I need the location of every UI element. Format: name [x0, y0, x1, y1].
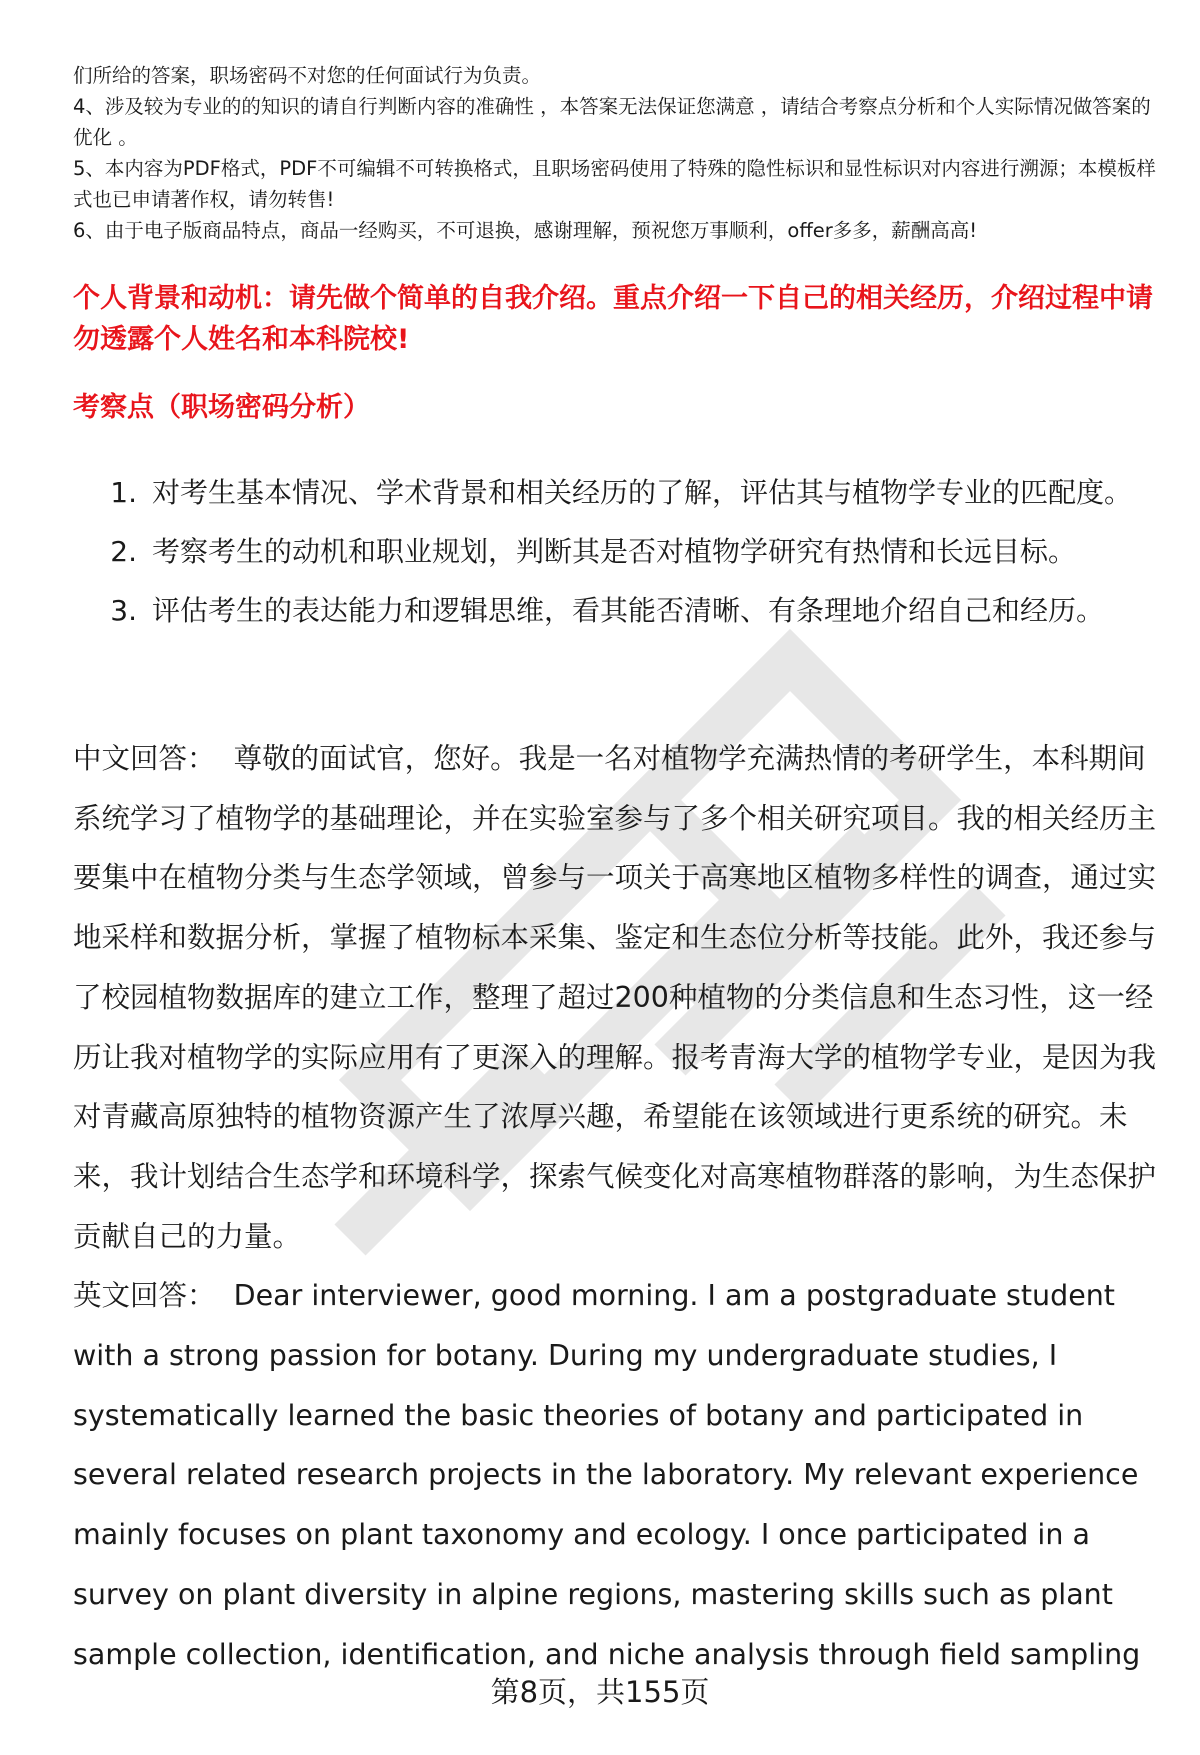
point-text: 考察考生的动机和职业规划，判断其是否对植物学研究有热情和长远目标。: [152, 535, 1077, 568]
answer-english-text: Dear interviewer, good morning. I am a postgraduate student with a strong passion for botany. During my undergraduate studies, I systematically learned the basic theories of botany and participated in several related research projects in the laboratory. My relevant experience mainly focuses on plant taxonomy and ecology. I once participated in a survey on plant diversity in alpine regions, mastering skills such as plant sample collection, identification, and niche analysis through field sampling: [73, 1279, 1141, 1671]
answer-chinese-text: 尊敬的面试官，您好。我是一名对植物学充满热情的考研学生，本科期间系统学习了植物学的基础理论，并在实验室参与了多个相关研究项目。我的相关经历主要集中在植物分类与生态学领域，曾参与一项关于高寒地区植物多样性的调查，通过实地采样和数据分析，掌握了植物标本采集、鉴定和生态位分析等技能。此外，我还参与了校园植物数据库的建立工作，整理了超过200种植物的分类信息和生态习性，这一经历让我对植物学的实际应用有了更深入的理解。报考青海大学的植物学专业，是因为我对青藏高原独特的植物资源产生了浓厚兴趣，希望能在该领域进行更系统的研究。未来，我计划结合生态学和环境科学，探索气候变化对高寒植物群落的影响，为生态保护贡献自己的力量。: [73, 742, 1157, 1253]
point-text: 对考生基本情况、学术背景和相关经历的了解，评估其与植物学专业的匹配度。: [152, 476, 1133, 509]
question-title: 个人背景和动机：请先做个简单的自我介绍。重点介绍一下自己的相关经历，介绍过程中请勿透露个人姓名和本科院校!: [73, 283, 1153, 355]
page-number: 第8页，共155页: [490, 1675, 710, 1709]
analysis-point: [73, 463, 1163, 522]
analysis-title: 考察点（职场密码分析）: [73, 392, 370, 423]
answer-english-label: 英文回答：: [73, 1279, 216, 1313]
answer-chinese-label: 中文回答：: [73, 742, 216, 775]
answer-english: [73, 1266, 1163, 1684]
analysis-points: [73, 463, 1163, 640]
note-line: 5、本内容为PDF格式，PDF不可编辑不可转换格式，且职场密码使用了特殊的隐性标识和显性标识对内容进行溯源；本模板样式也已申请著作权，请勿转售!: [73, 157, 1156, 211]
answer-chinese: [73, 729, 1163, 1266]
analysis-point: [73, 522, 1163, 581]
answers-section: [73, 729, 1163, 1684]
note-line: 6、由于电子版商品特点，商品一经购买，不可退换，感谢理解，预祝您万事顺利，offer多多，薪酬高高!: [73, 219, 978, 242]
notes-section: [73, 60, 1163, 246]
point-number: 1.: [110, 476, 137, 509]
point-number: 3.: [110, 594, 137, 627]
note-line: 4、涉及较为专业的的知识的请自行判断内容的准确性 ，本答案无法保证您满意 ，请结合考察点分析和个人实际情况做答案的优化 。: [73, 95, 1151, 149]
point-number: 2.: [110, 535, 137, 568]
analysis-point: [73, 581, 1163, 640]
point-text: 评估考生的表达能力和逻辑思维，看其能否清晰、有条理地介绍自己和经历。: [152, 594, 1105, 627]
note-line: 们所给的答案，职场密码不对您的任何面试行为负责。: [73, 64, 542, 87]
